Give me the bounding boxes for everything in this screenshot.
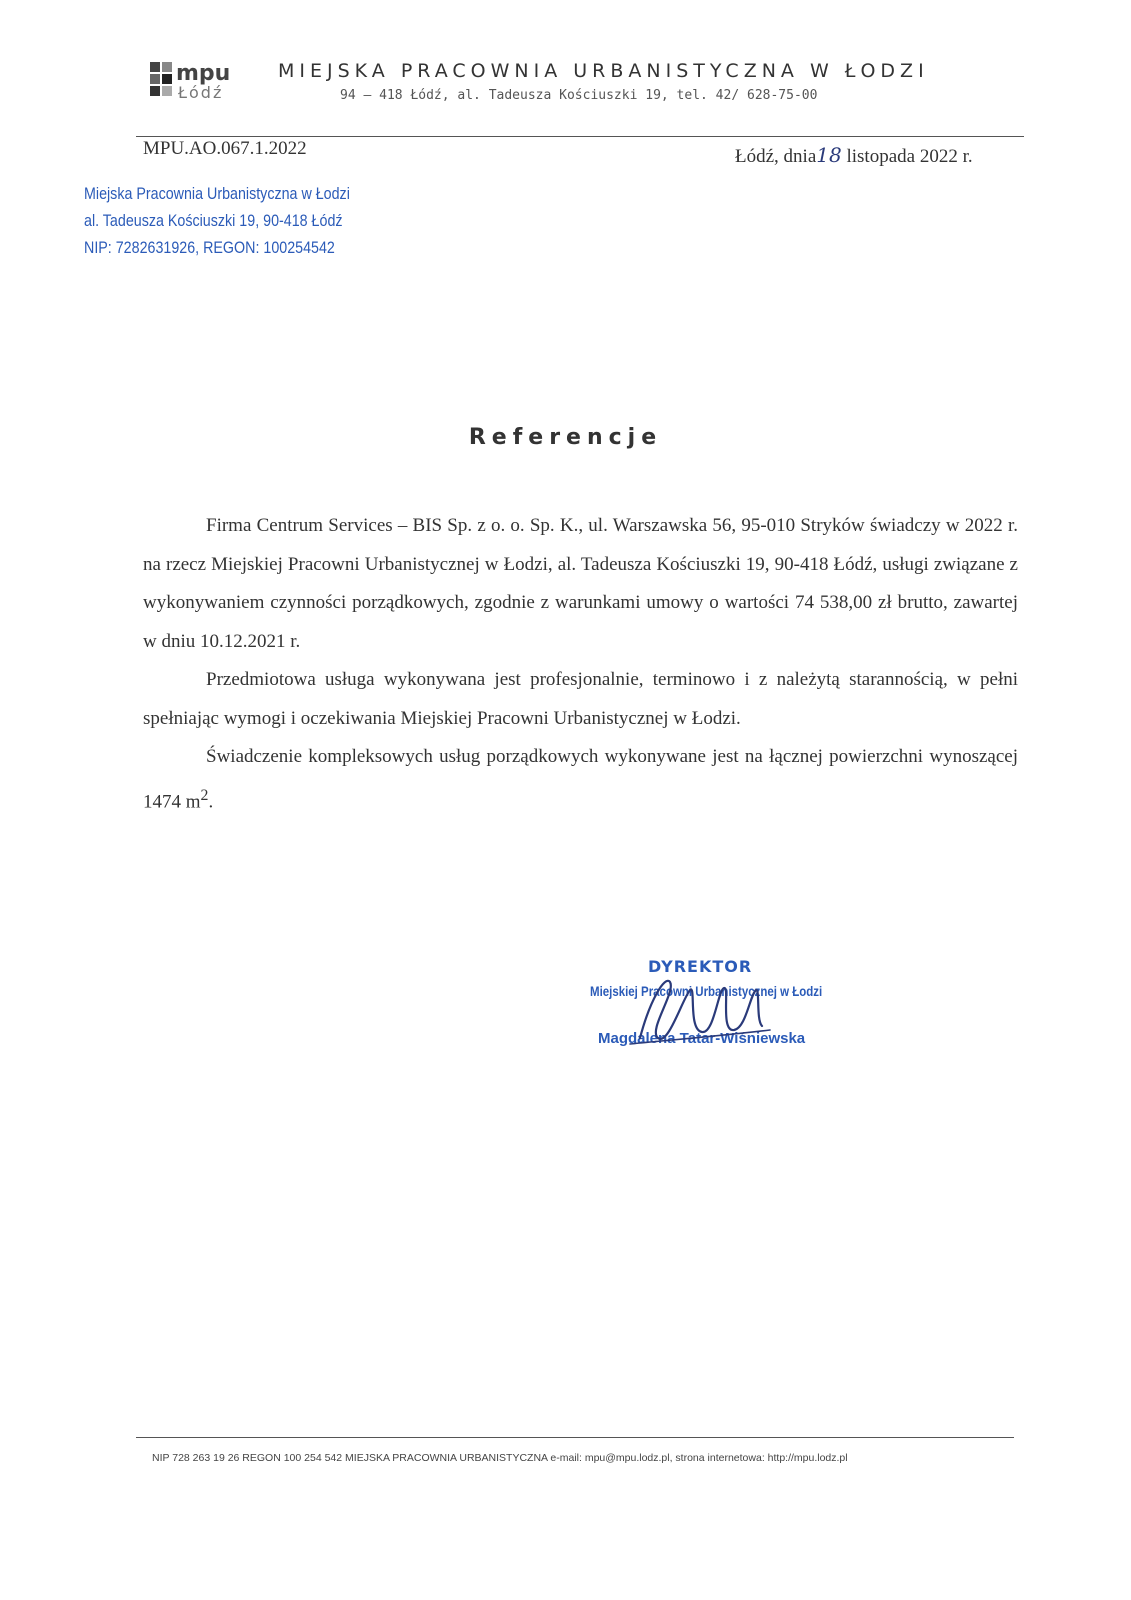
footer-info: NIP 728 263 19 26 REGON 100 254 542 MIEJSKA PRACOWNIA URBANISTYCZNA e-mail: mpu@mpu.lodz.pl, strona internetowa: http://mpu.lodz.pl bbox=[152, 1452, 848, 1464]
body-paragraph-2: Przedmiotowa usługa wykonywana jest profesjonalnie, terminowo i z należytą starannością, w pełni spełniając wymogi i oczekiwania Miejskiej Pracowni Urbanistycznej w Łodzi. bbox=[143, 669, 1018, 729]
reference-number: MPU.AO.067.1.2022 bbox=[143, 138, 307, 159]
date-day-handwritten: 18 bbox=[816, 143, 842, 167]
date-prefix: Łódź, dnia bbox=[735, 146, 817, 167]
logo-mpu-text: mpu bbox=[176, 61, 231, 86]
stamp-line-address: al. Tadeusza Kościuszki 19, 90-418 Łódź bbox=[84, 211, 343, 230]
logo-lodz-text: Łódź bbox=[178, 83, 224, 102]
organization-name: MIEJSKA PRACOWNIA URBANISTYCZNA W ŁODZI bbox=[278, 60, 929, 82]
signature-organization: Miejskiej Pracowni Urbanistycznej w Łodzi bbox=[590, 983, 823, 999]
body-paragraph-3 bbox=[143, 738, 1018, 821]
paragraph-3-text: Świadczenie kompleksowych usług porządkowych wykonywane jest na łącznej powierzchni wynoszącej 1474 m bbox=[143, 746, 1018, 812]
stamp-line-ids: NIP: 7282631926, REGON: 100254542 bbox=[84, 238, 335, 257]
handwritten-signature bbox=[610, 960, 790, 1060]
document-title: Referencje bbox=[468, 425, 663, 450]
date-line bbox=[735, 143, 973, 168]
signature-title: DYREKTOR bbox=[648, 957, 753, 976]
footer-divider bbox=[136, 1437, 1014, 1438]
organization-stamp bbox=[84, 180, 350, 261]
paragraph-3-end: . bbox=[208, 790, 214, 812]
signature-name: Magdalena Tatar-Wiśniewska bbox=[598, 1030, 806, 1047]
area-unit-superscript: 2 bbox=[200, 786, 209, 804]
header-divider bbox=[136, 136, 1024, 137]
stamp-line-name: Miejska Pracownia Urbanistyczna w Łodzi bbox=[84, 184, 350, 203]
body-paragraph-1: Firma Centrum Services – BIS Sp. z o. o. Sp. K., ul. Warszawska 56, 95-010 Stryków świadczy w 2022 r. na rzecz Miejskiej Pracowni Urbanistycznej w Łodzi, al. Tadeusza Kościuszki 19, 90-418 Łódź, usługi związane z wykonywaniem czynności porządkowych, zgodnie z warunkami umowy o wartości 74 538,00 zł brutto, zawartej w dniu 10.12.2021 r. bbox=[143, 515, 1018, 652]
organization-address: 94 – 418 Łódź, al. Tadeusza Kościuszki 19, tel. 42/ 628-75-00 bbox=[340, 88, 818, 103]
signature-scribble-icon bbox=[610, 960, 790, 1060]
letter-body bbox=[143, 507, 1018, 821]
date-suffix: listopada 2022 r. bbox=[846, 146, 973, 167]
mpu-logo bbox=[150, 58, 260, 102]
mpu-logo-icon bbox=[150, 58, 260, 102]
